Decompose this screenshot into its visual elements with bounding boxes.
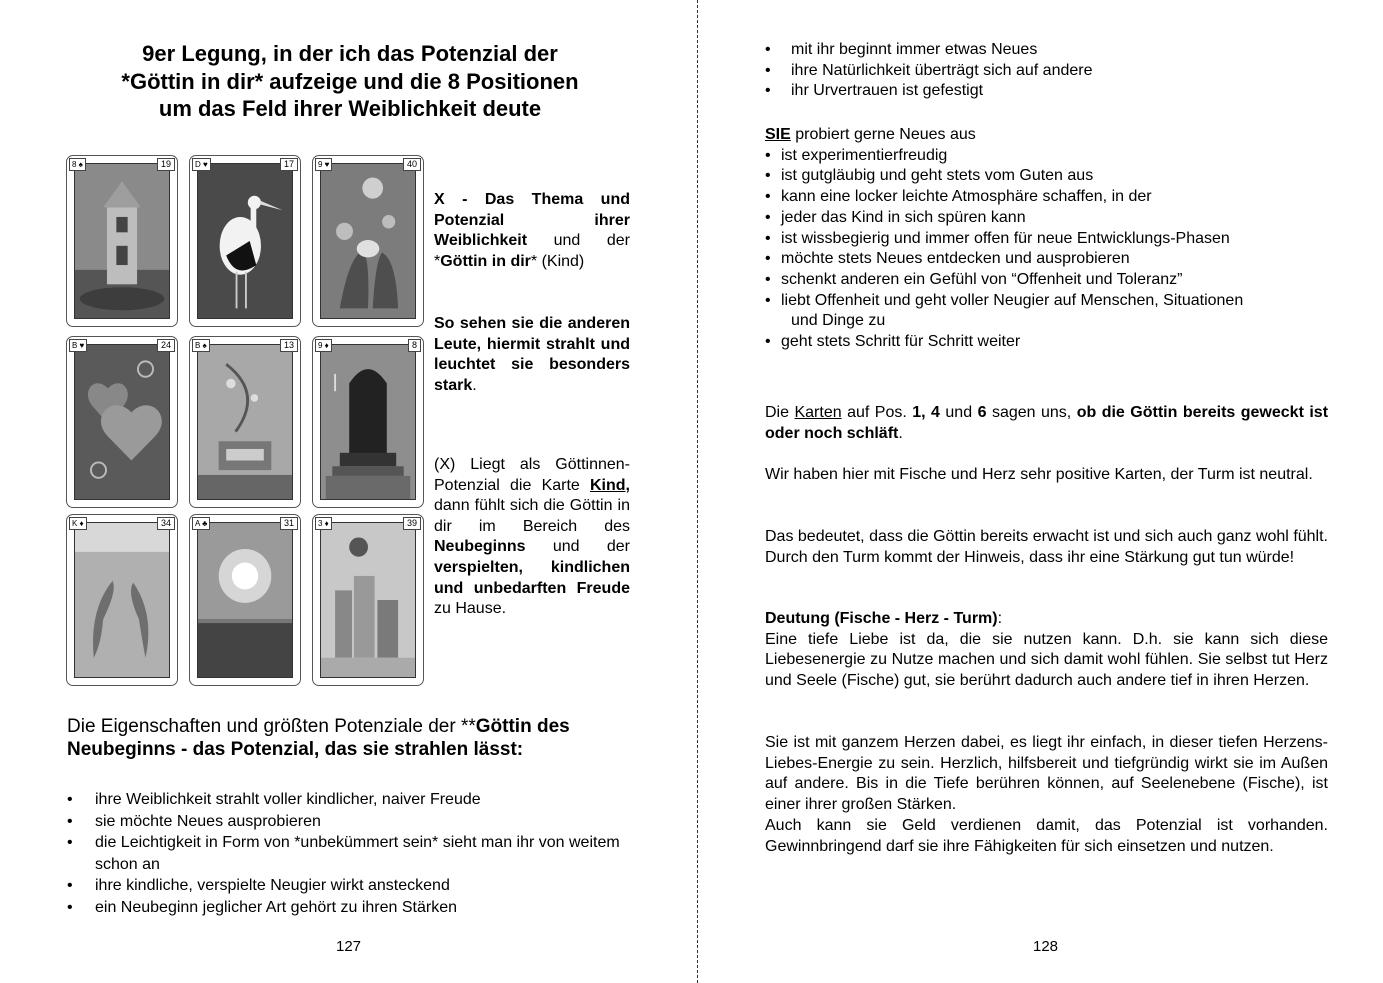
heart-image [75,345,169,499]
card-number: 40 [403,158,421,171]
sie-section [765,125,1328,353]
hands-image [321,164,415,318]
list-item: • liebt Offenheit und geht voller Neugier auf Menschen, Situationen und Dinge zu [765,291,1328,332]
card-39 [312,514,424,686]
page-number-right: 128 [1033,938,1059,955]
card-number: 17 [280,158,298,171]
dolphins-image [75,523,169,677]
card-suit: A ♣ [192,517,210,530]
stork-image [198,164,292,318]
list-item: • geht stets Schritt für Schritt weiter [765,332,1328,353]
deutung-heading: Deutung (Fische - Herz - Turm): [765,610,1003,627]
list-item: • ihre Weiblichkeit strahlt voller kindlicher, naiver Freude [67,789,631,811]
herzen-paragraph: Sie ist mit ganzem Herzen dabei, es liegt ihr einfach, in dieser tiefen Herzens-Liebes-Energie zu sein. Herzlich, hilfsbereit und tiefgründig wirkt sie im Außen auf andere. Bis in die Tiefe berühren können, auf Seelenebene (Fische), ist einer ihrer großen Stärken. [765,734,1328,814]
sie-heading: SIE probiert gerne Neues aus [765,126,976,143]
bedeutet-paragraph: Das bedeutet, dass die Göttin bereits erwacht ist und sich auch ganz wohl fühlt. Durch den Turm kommt der Hinweis, dass ihr eine Stärkung gut tun würde! [765,528,1328,566]
card-number: 39 [403,517,421,530]
card-child [189,336,301,508]
card-number: 19 [157,158,175,171]
deutung-text: Eine tiefe Liebe ist da, die sie nutzen kann. D.h. sie kann sich diese Liebesenergie zu Nutze machen und sich damit wohl fühlen. Sie selbst tut Herz und Seele (Fische) gut, sie berührt dadurch auch andere tief in ihren Herzen. [765,630,1328,690]
card-heart [66,336,178,508]
card-tower [66,155,178,327]
karten-paragraph: Die Karten auf Pos. 1, 4 und 6 sagen uns, ob die Göttin bereits geweckt ist oder noch schläft. [765,404,1329,442]
card-suit: K ♦ [69,517,87,530]
list-item: • kann eine locker leichte Atmosphäre schaffen, in der [765,187,1328,208]
card-suit: D ♥ [192,158,211,171]
card-sun [189,514,301,686]
list-item: • mit ihr beginnt immer etwas Neues [765,40,1328,61]
page-divider [697,0,698,983]
herzen-section [765,733,1328,857]
card-fish [66,514,178,686]
list-item: • ihre Natürlichkeit überträgt sich auf andere [765,61,1328,82]
list-item: • möchte stets Neues entdecken und ausprobieren [765,249,1328,270]
card-suit: B ♠ [192,339,210,352]
child-image [198,345,292,499]
child-card-description: (X) Liegt als Göttinnen-Potenzial die Karte Kind, dann fühlt sich die Göttin in dir im Bereich des Neubeginns und der verspielten, kindlichen und unbedarften Freude zu Hause. [434,456,630,618]
sie-list [765,146,1328,353]
title-line: um das Feld ihrer Weiblichkeit deute [158,96,542,121]
top-list [765,40,1328,102]
list-item: • ist gutgläubig und geht stets vom Guten aus [765,166,1328,187]
list-item: • ihr Urvertrauen ist gefestigt [765,81,1328,102]
others-view-description: So sehen sie die anderen Leute, hiermit strahlt und leuchtet sie besonders stark. [434,315,630,394]
card-number: 34 [157,517,175,530]
tower-image [75,164,169,318]
list-item: • ist experimentierfreudig [765,146,1328,167]
card-suit: B ♥ [69,339,87,352]
list-item: • ein Neubeginn jeglicher Art gehört zu ihren Stärken [67,897,631,919]
card-suit: 3 ♦ [315,517,332,530]
card-suit: 8 ♠ [69,158,86,171]
position-x-description: X - Das Thema und Potenzial ihrer Weiblichkeit und der *Göttin in dir* (Kind) [434,191,630,270]
title-line: 9er Legung, in der ich das Potenzial der [142,41,558,66]
list-item: • schenkt anderen ein Gefühl von “Offenheit und Toleranz” [765,270,1328,291]
properties-heading: Die Eigenschaften und größten Potenziale der **Göttin des Neubeginns - das Potenzial, das sie strahlen lässt: [67,716,570,760]
card-suit: 9 ♥ [315,158,332,171]
card-number: 24 [157,339,175,352]
card-40 [312,155,424,327]
deutung-section [765,609,1328,692]
card-number: 13 [280,339,298,352]
page-number-left: 127 [336,938,362,955]
list-item: • jeder das Kind in sich spüren kann [765,208,1328,229]
card-number: 8 [408,339,421,352]
geld-paragraph: Auch kann sie Geld verdienen damit, das Potenzial ist vorhanden. Gewinnbringend darf sie ihre Fähigkeiten für sich einsetzen und nutzen. [765,816,1328,855]
card-storks [189,155,301,327]
list-item: • ist wissbegierig und immer offen für neue Entwicklungs-Phasen [765,229,1328,250]
list-item: • sie möchte Neues ausprobieren [67,811,631,833]
list-item: • die Leichtigkeit in Form von *unbekümmert sein* sieht man ihr von weitem schon an [67,832,631,875]
coffin-image [321,345,415,499]
fische-paragraph: Wir haben hier mit Fische und Herz sehr positive Karten, der Turm ist neutral. [765,466,1313,483]
properties-list [67,789,631,918]
city-image [321,523,415,677]
card-number: 31 [280,517,298,530]
sun-image [198,523,292,677]
page-title [80,40,620,123]
card-coffin [312,336,424,508]
card-suit: 9 ♦ [315,339,332,352]
title-line: *Göttin in dir* aufzeige und die 8 Positionen [121,68,579,94]
list-item: • ihre kindliche, verspielte Neugier wirkt ansteckend [67,875,631,897]
